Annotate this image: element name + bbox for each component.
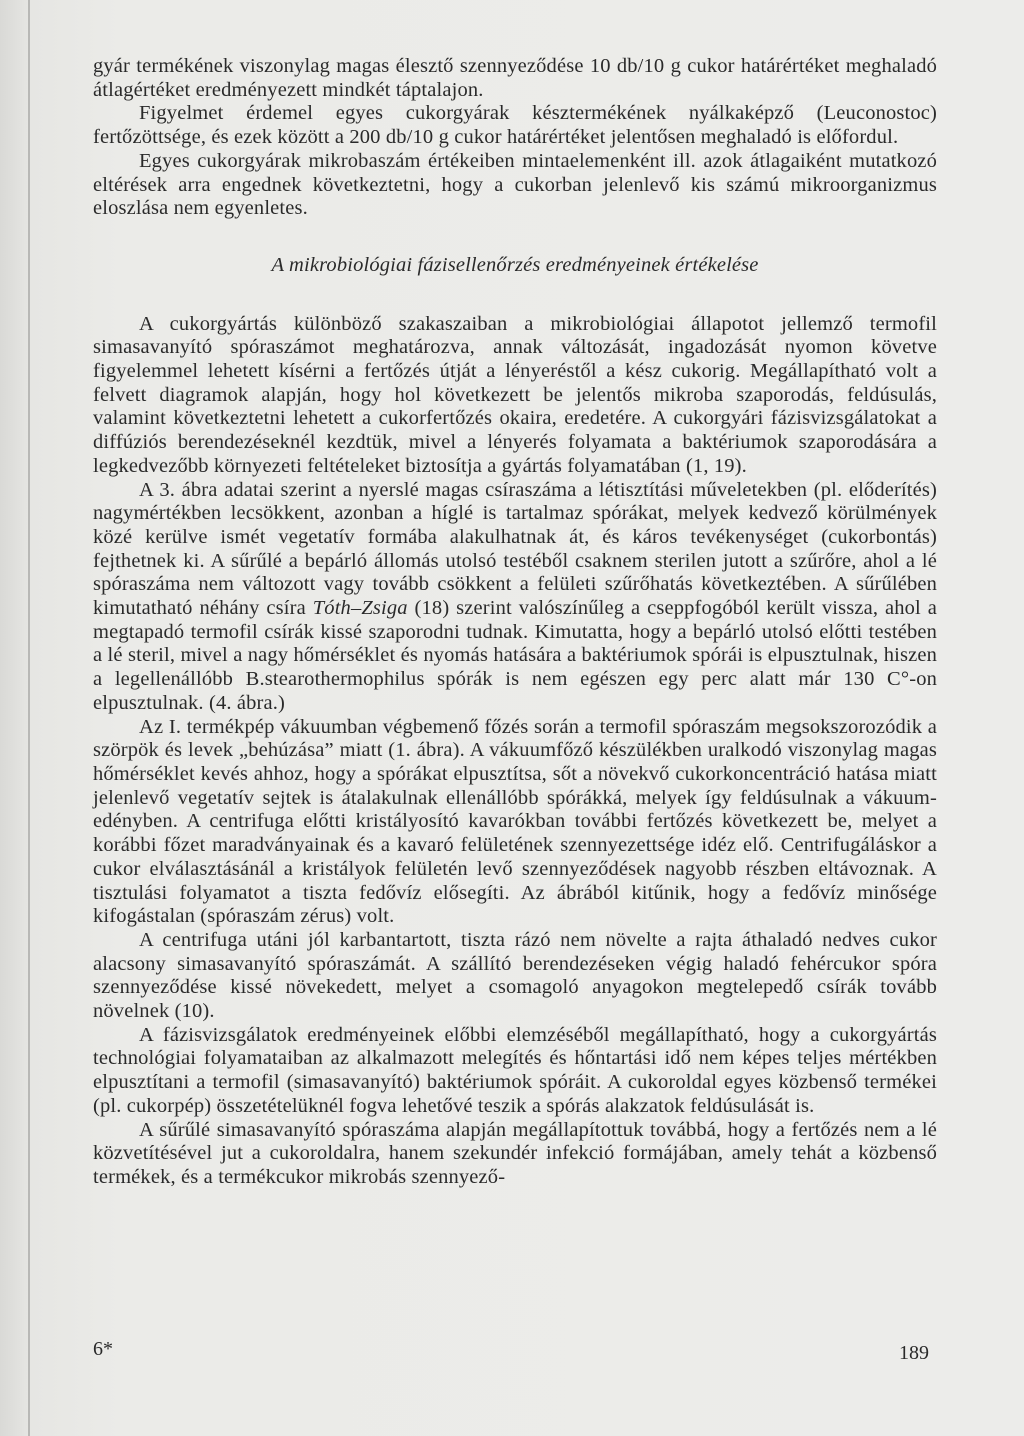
- author-citation: Tóth–Zsiga: [312, 597, 408, 620]
- signature-mark: 6*: [93, 1338, 113, 1360]
- paragraph-figure-3-part-b: (18) szerint valószínűleg a cseppfogóból került vissza, ahol a megtapadó termofil csírák kissé szaporodni tudnak. Kimutatta, hogy a bepárló utolsó előtti testében a lé steril, mivel a nagy hőmérséklet és nyomás hatására a baktériumok spórái is elpusztulnak, hiszen a legellenállóbb B.stearothermophilus spórák is nem egészen egy perc alatt már 130 C°-on elpusztulnak. (4. ábra.): [93, 597, 937, 714]
- paragraph-continuation: gyár termékének viszonylag magas élesztő szennyeződése 10 db/10 g cukor határértéket meghaladó átlagértéket eredményezett mindkét táptalajon.: [93, 55, 937, 101]
- paragraph-phases: A cukorgyártás különböző szakaszaiban a mikrobiológiai állapotot jellemző termofil simasavanyító spóraszámot meghatározva, annak változását, ingadozását nyomon követve figyelemmel lehetett kísérni a fertőzés útját a lényeréstől a kész cukorig. Megállapítható volt a felvett diagramok alapján, hogy hol következett be jelentős mikroba szaporodás, feldúsulás, valamint következtetni lehetett a cukorfertőzés okaira, eredetére. A cukorgyári fázisvizsgálatokat a diffúziós berendezéseknél kezdtük, mivel a lényerés folyamata a baktériumok szaporodására a legkedvezőbb környezeti feltételeket biztosítja a gyártás folyamatában (1, 19).: [93, 312, 937, 477]
- paragraph-analysis: A fázisvizsgálatok eredményeinek előbbi elemzéséből megállapítható, hogy a cukorgyártás technológiai folyamataiban az alkalmazott melegítés és hőntartási idő nem képes teljes mértékben elpusztítani a termofil (simasavanyító) baktériumok spóráit. A cukoroldal egyes közbenső termékei (pl. cukorpép) összetételüknél fogva lehetővé teszik a spórás alakzatok feldúsulását is.: [93, 1023, 937, 1117]
- paragraph-figure-3-part-a: A 3. ábra adatai szerint a nyerslé magas csíraszáma a létisztítási műveletekben (pl. előderítés) nagymértékben lecsökkent, azonban a híglé is tartalmaz spórákat, melyek kedvező körülmények közé kerülve ismét vegetatív formába alakulhatnak át, és káros tevékenységet (cukorbontás) fejthetnek ki. A sűrűlé a bepárló állomás utolsó testéből csaknem sterilen jutott a szűrőre, ahol a lé spóraszáma nem változott vagy tovább csökkent a felületi szűrőhatás következtében. A sűrűlében kimutatható néhány csíra: [93, 478, 937, 620]
- paragraph-vacuum: Az I. termékpép vákuumban végbemenő főzés során a termofil spóraszám megsokszorozódik a szörpök és levek „behúzása” miatt (1. ábra). A vákuumfőző készülékben uralkodó viszonylag magas hőmérséklet kevés ahhoz, hogy a spórákat elpusztítsa, sőt a növekvő cukorkoncentráció hatása miatt jelenlevő vegetatív sejtek is átalakulnak ellenállóbb spórákká, melyek így feldúsulnak a vákuum-edényben. A centrifuga előtti kristályosító kavarókban további fertőzés következett be, melyet a korábbi főzet maradványainak és a kavaró felületének szennyezettsége idéz elő. Centrifugáláskor a cukor elválasztásánál a kristályok felületén levő szennyeződések nagyobb részben eltávoznak. A tisztulási folyamatot a tiszta fedővíz elősegíti. Az ábrából kitűnik, hogy a fedővíz minősége kifogástalan (spóraszám zérus) volt.: [93, 715, 937, 928]
- section-heading: A mikrobiológiai fázisellenőrzés eredményeinek értékelése: [271, 253, 759, 276]
- paragraph-conclusion: A sűrűlé simasavanyító spóraszáma alapján megállapítottuk továbbá, hogy a fertőzés nem a lé közvetítésével jut a cukoroldalra, hanem szekundér infekció formájában, amely tehát a közbenső termékek, és a termékcukor mikrobás szennyező-: [93, 1118, 937, 1188]
- paragraph-centrifuge: A centrifuga utáni jól karbantartott, tiszta rázó nem növelte a rajta áthaladó nedves cukor alacsony simasavanyító spóraszámát. A szállító berendezéseken végig haladó fehércukor spóra szennyeződése kissé növekedett, melyet a csomagoló anyagokon megtelepedő csírák tovább növelnek (10).: [93, 928, 937, 1023]
- paragraph-distribution: Egyes cukorgyárak mikrobaszám értékeiben mintaelemenként ill. azok átlagaiként mutatkozó eltérések arra engednek következtetni, hogy a cukorban jelenlevő kis számú mikroorganizmus eloszlása nem egyenletes.: [93, 149, 937, 220]
- paragraph-leuconostoc: Figyelmet érdemel egyes cukorgyárak késztermékének nyálkaképző (Leuconostoc) fertőzöttsége, és ezek között a 200 db/10 g cukor határértéket jelentősen meghaladó is előfordul.: [93, 102, 937, 149]
- body-text: [93, 55, 937, 1190]
- paragraph-figure-3: [93, 479, 937, 716]
- page-number: 189: [899, 1342, 929, 1364]
- binding-edge: [28, 0, 30, 1436]
